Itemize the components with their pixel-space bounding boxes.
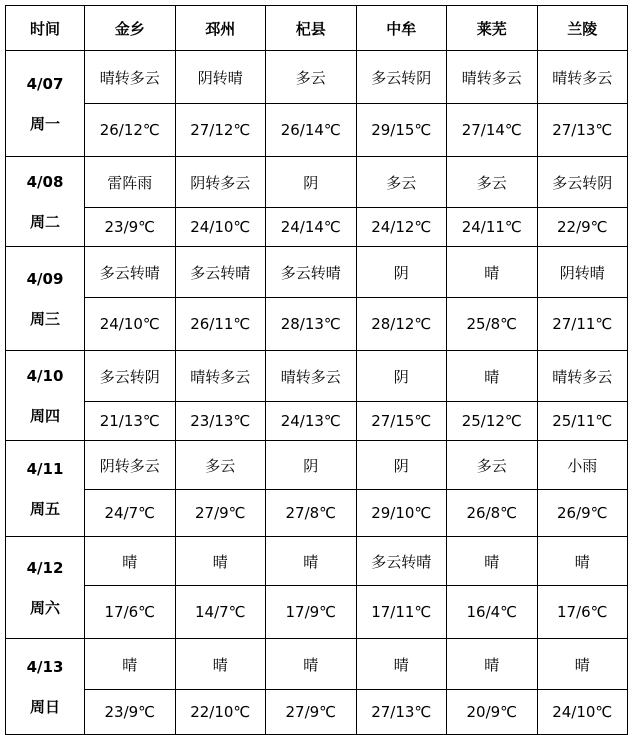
condition-cell: 阴 — [266, 157, 357, 208]
day-date: 4/13 — [26, 657, 64, 676]
day-cell — [6, 351, 85, 441]
condition-cell: 晴转多云 — [85, 51, 176, 104]
condition-cell: 阴转多云 — [175, 157, 266, 208]
day-cell — [6, 51, 85, 157]
condition-cell: 阴转多云 — [85, 441, 176, 490]
temperature-cell: 25/12℃ — [447, 402, 538, 441]
city-header-qixian: 杞县 — [266, 6, 357, 51]
condition-cell: 晴转多云 — [537, 51, 628, 104]
condition-cell: 阴转晴 — [175, 51, 266, 104]
condition-cell: 晴 — [175, 537, 266, 586]
day-date: 4/12 — [26, 558, 64, 577]
condition-cell: 雷阵雨 — [85, 157, 176, 208]
condition-cell: 晴 — [175, 639, 266, 690]
condition-cell: 阴 — [356, 247, 447, 298]
temperature-cell: 23/9℃ — [85, 690, 176, 735]
header-row — [6, 6, 628, 51]
condition-cell: 阴 — [356, 351, 447, 402]
city-header-lanling: 兰陵 — [537, 6, 628, 51]
day-cell — [6, 157, 85, 247]
temperature-cell: 27/14℃ — [447, 104, 538, 157]
temperature-cell: 24/13℃ — [266, 402, 357, 441]
condition-cell: 晴 — [447, 247, 538, 298]
temperature-cell: 23/13℃ — [175, 402, 266, 441]
weather-forecast-table — [5, 5, 628, 735]
day-cell — [6, 639, 85, 735]
condition-cell: 多云 — [175, 441, 266, 490]
condition-cell: 多云转晴 — [85, 247, 176, 298]
condition-cell: 晴转多云 — [175, 351, 266, 402]
condition-cell: 晴转多云 — [447, 51, 538, 104]
condition-cell: 晴 — [447, 351, 538, 402]
temperature-cell: 27/15℃ — [356, 402, 447, 441]
temperature-cell: 28/13℃ — [266, 298, 357, 351]
condition-row — [6, 441, 628, 490]
condition-cell: 晴 — [85, 639, 176, 690]
condition-cell: 晴转多云 — [537, 351, 628, 402]
temperature-cell: 24/11℃ — [447, 208, 538, 247]
condition-row — [6, 247, 628, 298]
temperature-row — [6, 586, 628, 639]
temperature-cell: 26/14℃ — [266, 104, 357, 157]
condition-cell: 多云 — [447, 441, 538, 490]
temperature-row — [6, 490, 628, 537]
day-date: 4/09 — [26, 269, 64, 288]
condition-row — [6, 157, 628, 208]
condition-cell: 晴 — [447, 537, 538, 586]
temperature-cell: 27/13℃ — [537, 104, 628, 157]
day-date: 4/07 — [26, 74, 64, 93]
day-weekday: 周一 — [29, 114, 60, 133]
condition-row — [6, 639, 628, 690]
day-date: 4/11 — [26, 459, 64, 478]
day-cell — [6, 441, 85, 537]
city-header-zhongmou: 中牟 — [356, 6, 447, 51]
day-weekday: 周六 — [29, 598, 60, 617]
temperature-cell: 24/10℃ — [175, 208, 266, 247]
day-cell — [6, 537, 85, 639]
condition-cell: 阴转晴 — [537, 247, 628, 298]
time-header: 时间 — [6, 6, 85, 51]
temperature-row — [6, 690, 628, 735]
temperature-cell: 17/11℃ — [356, 586, 447, 639]
temperature-cell: 27/8℃ — [266, 490, 357, 537]
condition-cell: 晴 — [266, 537, 357, 586]
temperature-cell: 26/12℃ — [85, 104, 176, 157]
condition-cell: 晴转多云 — [266, 351, 357, 402]
city-header-laiwu: 莱芜 — [447, 6, 538, 51]
temperature-cell: 25/8℃ — [447, 298, 538, 351]
condition-row — [6, 537, 628, 586]
temperature-cell: 27/9℃ — [266, 690, 357, 735]
condition-cell: 多云转阴 — [356, 51, 447, 104]
day-weekday: 周五 — [29, 499, 60, 518]
temperature-cell: 14/7℃ — [175, 586, 266, 639]
city-header-pizhou: 邳州 — [175, 6, 266, 51]
temperature-cell: 28/12℃ — [356, 298, 447, 351]
temperature-cell: 27/9℃ — [175, 490, 266, 537]
temperature-cell: 29/15℃ — [356, 104, 447, 157]
condition-cell: 多云 — [266, 51, 357, 104]
condition-cell: 小雨 — [537, 441, 628, 490]
city-header-jinxiang: 金乡 — [85, 6, 176, 51]
temperature-cell: 27/13℃ — [356, 690, 447, 735]
temperature-row — [6, 208, 628, 247]
condition-row — [6, 351, 628, 402]
temperature-cell: 26/8℃ — [447, 490, 538, 537]
temperature-cell: 26/11℃ — [175, 298, 266, 351]
temperature-cell: 20/9℃ — [447, 690, 538, 735]
temperature-cell: 27/12℃ — [175, 104, 266, 157]
day-weekday: 周三 — [29, 309, 60, 328]
condition-cell: 多云 — [356, 157, 447, 208]
condition-cell: 晴 — [537, 537, 628, 586]
temperature-cell: 17/6℃ — [537, 586, 628, 639]
condition-cell: 晴 — [85, 537, 176, 586]
temperature-cell: 23/9℃ — [85, 208, 176, 247]
temperature-cell: 24/10℃ — [537, 690, 628, 735]
temperature-cell: 29/10℃ — [356, 490, 447, 537]
day-weekday: 周二 — [29, 212, 60, 231]
temperature-cell: 24/10℃ — [85, 298, 176, 351]
temperature-cell: 24/7℃ — [85, 490, 176, 537]
temperature-cell: 27/11℃ — [537, 298, 628, 351]
day-weekday: 周日 — [29, 697, 60, 716]
condition-cell: 多云 — [447, 157, 538, 208]
condition-cell: 多云转晴 — [175, 247, 266, 298]
condition-cell: 阴 — [266, 441, 357, 490]
temperature-cell: 22/10℃ — [175, 690, 266, 735]
temperature-cell: 26/9℃ — [537, 490, 628, 537]
condition-cell: 多云转晴 — [356, 537, 447, 586]
condition-cell: 多云转晴 — [266, 247, 357, 298]
day-weekday: 周四 — [29, 406, 60, 425]
temperature-row — [6, 402, 628, 441]
temperature-cell: 25/11℃ — [537, 402, 628, 441]
temperature-cell: 24/14℃ — [266, 208, 357, 247]
temperature-cell: 17/9℃ — [266, 586, 357, 639]
condition-cell: 多云转阴 — [85, 351, 176, 402]
temperature-cell: 17/6℃ — [85, 586, 176, 639]
condition-cell: 阴 — [356, 441, 447, 490]
temperature-cell: 21/13℃ — [85, 402, 176, 441]
day-date: 4/10 — [26, 366, 64, 385]
temperature-cell: 16/4℃ — [447, 586, 538, 639]
condition-cell: 晴 — [266, 639, 357, 690]
day-date: 4/08 — [26, 172, 64, 191]
condition-row — [6, 51, 628, 104]
temperature-cell: 24/12℃ — [356, 208, 447, 247]
temperature-row — [6, 104, 628, 157]
temperature-cell: 22/9℃ — [537, 208, 628, 247]
day-cell — [6, 247, 85, 351]
condition-cell: 晴 — [537, 639, 628, 690]
condition-cell: 多云转阴 — [537, 157, 628, 208]
condition-cell: 晴 — [356, 639, 447, 690]
temperature-row — [6, 298, 628, 351]
condition-cell: 晴 — [447, 639, 538, 690]
